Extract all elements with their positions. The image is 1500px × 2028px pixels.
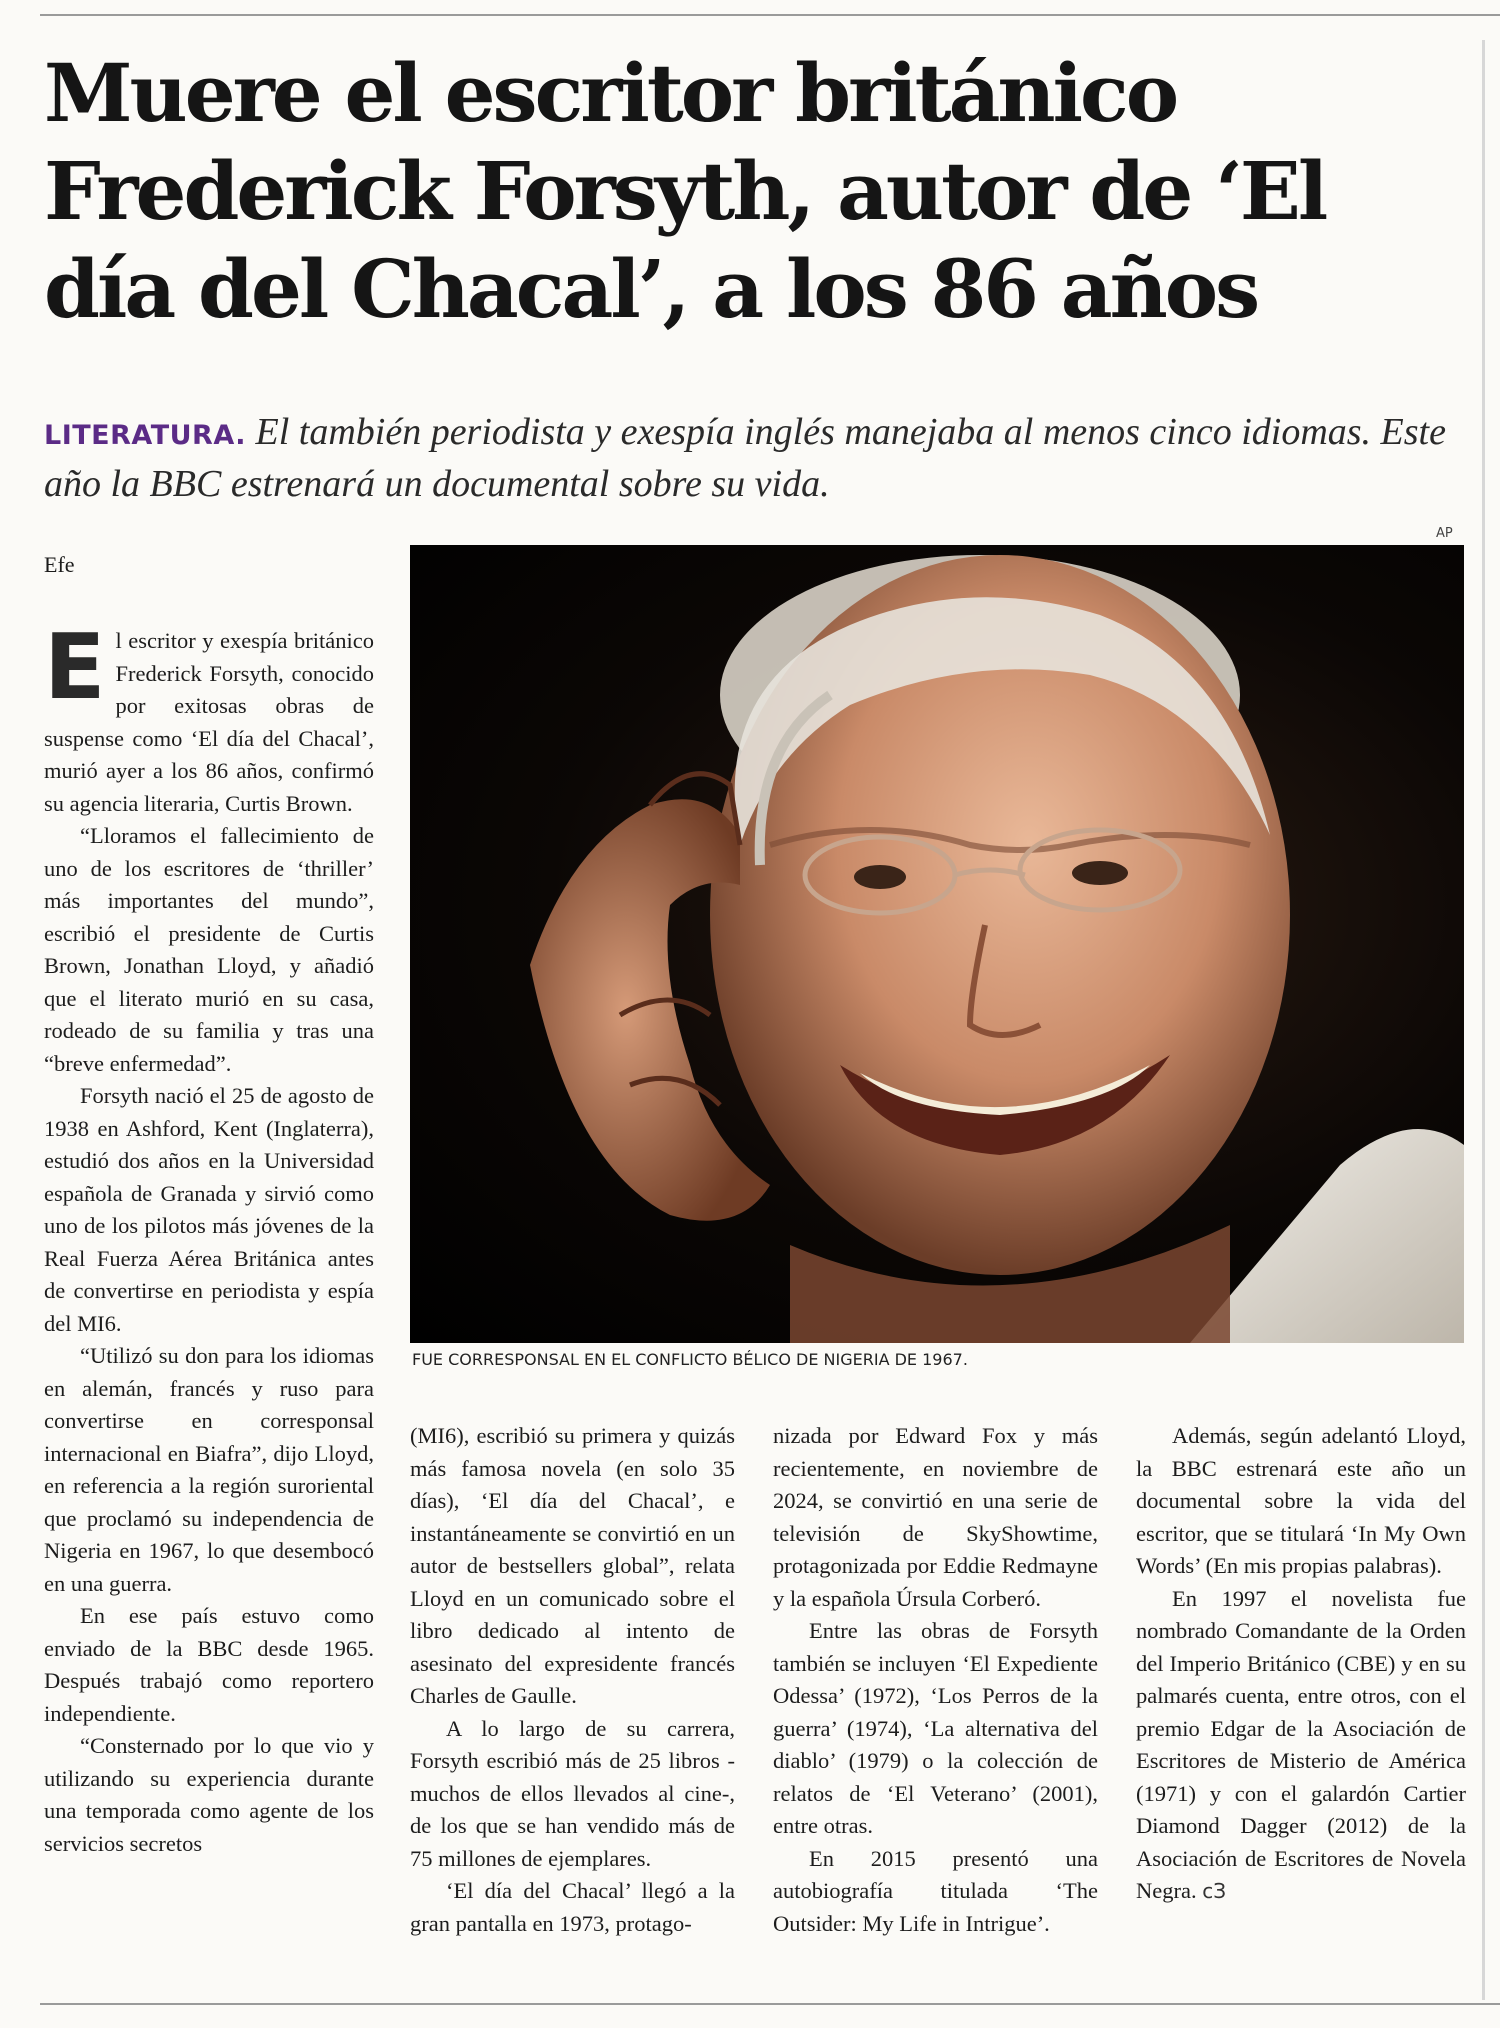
paragraph: Forsyth nació el 25 de agosto de 1938 en Ashford, Kent (Inglaterra), estudió dos años en la Universidad española de Granada y sirvió como uno de los pilotos más jóvenes de la Real Fuerza Aérea Británica antes de convertirse en periodista y espía del MI6.: [44, 1083, 374, 1336]
page-edge-rule: [1482, 40, 1485, 2000]
headline: Muere el escritor británico Frederick Forsyth, autor de ‘El día del Chacal’, a los 86 años: [44, 46, 1326, 336]
paragraph: Entre las obras de Forsyth también se incluyen ‘El Expediente Odessa’ (1972), ‘Los Perros de la guerra’ (1974), ‘La alternativa del diablo’ (1979) o la colección de relatos de ‘El Veterano’ (2001), entre otras.: [773, 1618, 1098, 1838]
paragraph-final: En 1997 el novelista fue nombrado Comandante de la Orden del Imperio Británico (CBE) y en su palmarés cuenta, entre otros, con el premio Edgar de la Asociación de Escritores de Misterio de América (1971) y con el galardón Cartier Diamond Dagger (2012) de la Asociación de Escritores de Novela Negra. ᴄЗ: [1136, 1585, 1466, 1903]
author-portrait-photo: [410, 545, 1464, 1343]
article-column-4: [1136, 1420, 1466, 1908]
paragraph: En 2015 presentó una autobiografía titulada ‘The Outsider: My Life in Intrigue’.: [773, 1845, 1098, 1936]
section-tag: LITERATURA.: [44, 420, 246, 451]
paragraph: En ese país estuvo como enviado de la BBC desde 1965. Después trabajó como reportero independiente.: [44, 1603, 374, 1726]
portrait-illustration: [410, 545, 1464, 1343]
article-column-3: [773, 1420, 1098, 1940]
paragraph: (MI6), escribió su primera y quizás más famosa novela (en solo 35 días), ‘El día del Chacal’, e instantáneamente se convirtió en un autor de bestsellers global”, relata Lloyd en un comunicado sobre el libro dedicado al intento de asesinato del expresidente francés Charles de Gaulle.: [410, 1423, 735, 1708]
paragraph: nizada por Edward Fox y más recientemente, en noviembre de 2024, se convirtió en una serie de televisión de SkyShowtime, protagonizada por Eddie Redmayne y la española Úrsula Corberó.: [773, 1423, 1098, 1611]
paragraph: “Utilizó su don para los idiomas en alemán, francés y ruso para convertirse en corresponsal internacional en Biafra”, dijo Lloyd, en referencia a la región suroriental que proclamó su independencia de Nigeria en 1967, lo que desembocó en una guerra.: [44, 1343, 374, 1596]
paragraph-lead: El escritor y exespía británico Frederick Forsyth, conocido por exitosas obras de suspense como ‘El día del Chacal’, murió ayer a los 86 años, confirmó su agencia literaria, Curtis Brown.: [44, 615, 374, 816]
photo-caption: FUE CORRESPONSAL EN EL CONFLICTO BÉLICO DE NIGERIA DE 1967.: [412, 1350, 968, 1369]
end-of-article-mark: ᴄЗ: [1202, 1879, 1227, 1903]
paragraph: “Lloramos el fallecimiento de uno de los escritores de ‘thriller’ más importantes del mundo”, escribió el presidente de Curtis Brown, Jonathan Lloyd, y añadió que el literato murió en su casa, rodeado de su familia y tras una “breve enfermedad”.: [44, 823, 374, 1076]
bottom-rule: [40, 2003, 1500, 2005]
paragraph: A lo largo de su carrera, Forsyth escribió más de 25 libros -muchos de ellos llevados al cine-, de los que se han vendido más de 75 millones de ejemplares.: [410, 1715, 735, 1871]
top-rule: [40, 14, 1500, 16]
paragraph: Además, según adelantó Lloyd, la BBC estrenará este año un documental sobre la vida del escritor, que se titulará ‘In My Own Words’ (En mis propias palabras).: [1136, 1423, 1466, 1578]
paragraph: “Consternado por lo que vio y utilizando su experiencia durante una temporada como agente de los servicios secretos: [44, 1733, 374, 1856]
article-column-2: [410, 1420, 735, 1940]
paragraph: ‘El día del Chacal’ llegó a la gran pantalla en 1973, protago-: [410, 1878, 735, 1936]
article-column-1: [44, 615, 374, 1860]
byline: Efe: [44, 552, 75, 577]
drop-cap: E: [44, 615, 106, 720]
photo-credit: AP: [1436, 526, 1453, 541]
subhead: [44, 408, 1464, 508]
subhead-text: El también periodista y exespía inglés manejaba al menos cinco idiomas. Este año la BBC estrenará un documental sobre su vida.: [44, 411, 1446, 505]
